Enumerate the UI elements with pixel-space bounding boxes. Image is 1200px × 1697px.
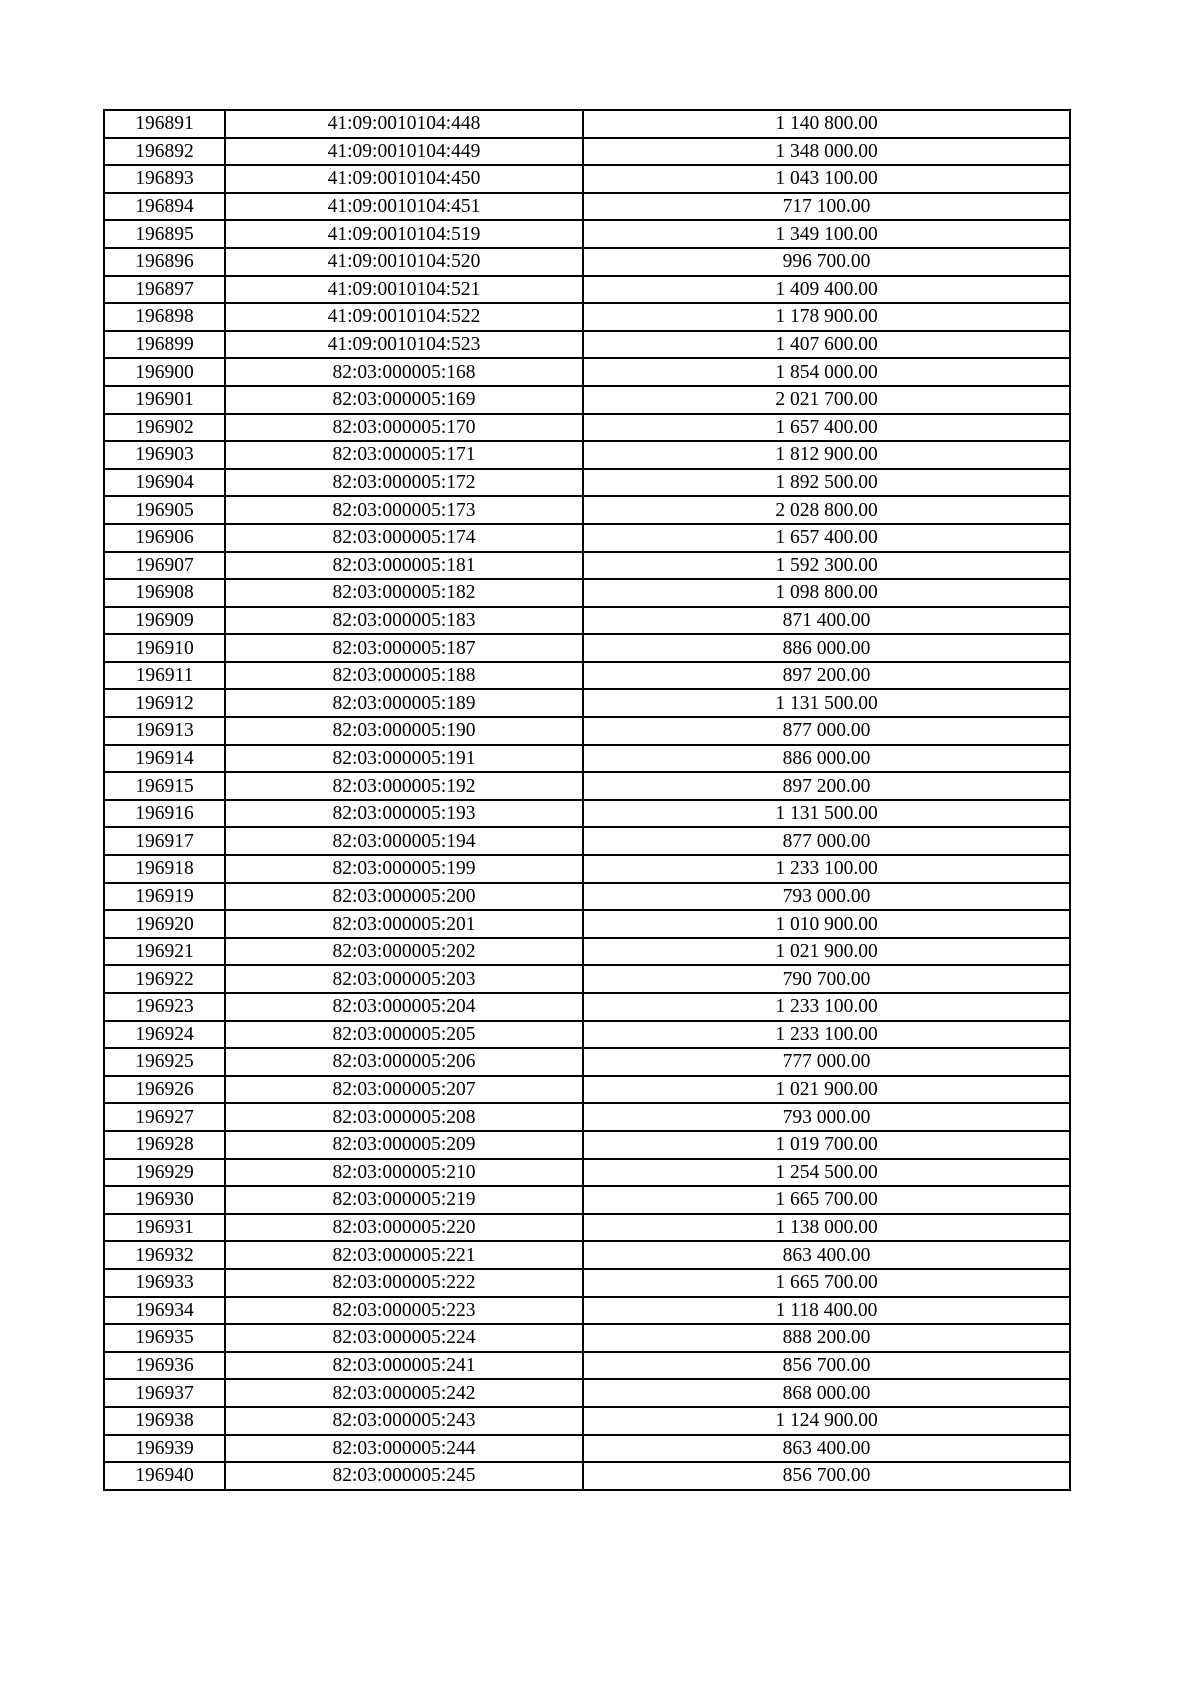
table-row (104, 662, 1070, 690)
row-number-cell: 196907 (104, 552, 225, 580)
cadastral-value-cell: 897 200.00 (583, 772, 1070, 800)
cadastral-value-cell: 856 700.00 (583, 1352, 1070, 1380)
row-number-cell: 196929 (104, 1159, 225, 1187)
cadastral-number-cell: 41:09:0010104:449 (225, 138, 583, 166)
row-number-cell: 196911 (104, 662, 225, 690)
table-row (104, 414, 1070, 442)
cadastral-number-cell: 82:03:000005:199 (225, 855, 583, 883)
row-number-cell: 196926 (104, 1076, 225, 1104)
row-number-cell: 196913 (104, 717, 225, 745)
cadastral-number-cell: 41:09:0010104:522 (225, 303, 583, 331)
row-number-cell: 196896 (104, 248, 225, 276)
cadastral-value-cell: 886 000.00 (583, 745, 1070, 773)
row-number-cell: 196923 (104, 993, 225, 1021)
row-number-cell: 196891 (104, 110, 225, 138)
cadastral-number-cell: 82:03:000005:241 (225, 1352, 583, 1380)
row-number-cell: 196936 (104, 1352, 225, 1380)
table-row (104, 496, 1070, 524)
cadastral-number-cell: 82:03:000005:245 (225, 1462, 583, 1490)
cadastral-value-cell: 790 700.00 (583, 965, 1070, 993)
cadastral-number-cell: 41:09:0010104:521 (225, 276, 583, 304)
row-number-cell: 196931 (104, 1214, 225, 1242)
table-row (104, 938, 1070, 966)
cadastral-number-cell: 82:03:000005:191 (225, 745, 583, 773)
row-number-cell: 196910 (104, 634, 225, 662)
cadastral-value-cell: 1 409 400.00 (583, 276, 1070, 304)
cadastral-number-cell: 82:03:000005:203 (225, 965, 583, 993)
cadastral-value-cell: 1 021 900.00 (583, 1076, 1070, 1104)
row-number-cell: 196897 (104, 276, 225, 304)
cadastral-value-cell: 717 100.00 (583, 193, 1070, 221)
cadastral-value-cell: 1 349 100.00 (583, 220, 1070, 248)
row-number-cell: 196930 (104, 1186, 225, 1214)
table-row (104, 772, 1070, 800)
table-row (104, 441, 1070, 469)
cadastral-value-cell: 1 854 000.00 (583, 358, 1070, 386)
table-row (104, 358, 1070, 386)
row-number-cell: 196925 (104, 1048, 225, 1076)
cadastral-value-cell: 1 118 400.00 (583, 1297, 1070, 1325)
table-row (104, 303, 1070, 331)
cadastral-value-cell: 1 233 100.00 (583, 1021, 1070, 1049)
table-row (104, 1076, 1070, 1104)
table-row (104, 386, 1070, 414)
table-row (104, 1048, 1070, 1076)
table-row (104, 1407, 1070, 1435)
row-number-cell: 196900 (104, 358, 225, 386)
cadastral-number-cell: 82:03:000005:189 (225, 689, 583, 717)
cadastral-number-cell: 82:03:000005:201 (225, 910, 583, 938)
row-number-cell: 196915 (104, 772, 225, 800)
cadastral-number-cell: 82:03:000005:171 (225, 441, 583, 469)
cadastral-number-cell: 82:03:000005:202 (225, 938, 583, 966)
cadastral-number-cell: 82:03:000005:190 (225, 717, 583, 745)
cadastral-number-cell: 82:03:000005:210 (225, 1159, 583, 1187)
cadastral-value-cell: 1 233 100.00 (583, 993, 1070, 1021)
table-row (104, 138, 1070, 166)
row-number-cell: 196933 (104, 1269, 225, 1297)
row-number-cell: 196914 (104, 745, 225, 773)
table-row (104, 248, 1070, 276)
row-number-cell: 196903 (104, 441, 225, 469)
cadastral-value-cell: 1 140 800.00 (583, 110, 1070, 138)
row-number-cell: 196916 (104, 800, 225, 828)
cadastral-number-cell: 82:03:000005:221 (225, 1241, 583, 1269)
table-row (104, 331, 1070, 359)
cadastral-number-cell: 41:09:0010104:523 (225, 331, 583, 359)
table-row (104, 1186, 1070, 1214)
cadastral-value-cell: 2 028 800.00 (583, 496, 1070, 524)
cadastral-value-cell: 1 665 700.00 (583, 1269, 1070, 1297)
row-number-cell: 196902 (104, 414, 225, 442)
table-row (104, 1462, 1070, 1490)
cadastral-value-cell: 996 700.00 (583, 248, 1070, 276)
cadastral-number-cell: 82:03:000005:205 (225, 1021, 583, 1049)
row-number-cell: 196899 (104, 331, 225, 359)
cadastral-number-cell: 82:03:000005:181 (225, 552, 583, 580)
cadastral-number-cell: 82:03:000005:219 (225, 1186, 583, 1214)
row-number-cell: 196939 (104, 1435, 225, 1463)
cadastral-value-cell: 1 131 500.00 (583, 689, 1070, 717)
row-number-cell: 196934 (104, 1297, 225, 1325)
cadastral-number-cell: 82:03:000005:188 (225, 662, 583, 690)
cadastral-value-cell: 1 178 900.00 (583, 303, 1070, 331)
cadastral-number-cell: 82:03:000005:194 (225, 827, 583, 855)
cadastral-number-cell: 82:03:000005:208 (225, 1103, 583, 1131)
table-row (104, 910, 1070, 938)
table-row (104, 469, 1070, 497)
row-number-cell: 196893 (104, 165, 225, 193)
cadastral-value-cell: 863 400.00 (583, 1435, 1070, 1463)
cadastral-number-cell: 82:03:000005:168 (225, 358, 583, 386)
table-row (104, 1021, 1070, 1049)
row-number-cell: 196908 (104, 579, 225, 607)
table-row (104, 1379, 1070, 1407)
table-row (104, 634, 1070, 662)
row-number-cell: 196938 (104, 1407, 225, 1435)
table-row (104, 993, 1070, 1021)
table-row (104, 883, 1070, 911)
cadastral-number-cell: 41:09:0010104:451 (225, 193, 583, 221)
cadastral-number-cell: 41:09:0010104:448 (225, 110, 583, 138)
cadastral-number-cell: 82:03:000005:172 (225, 469, 583, 497)
cadastral-value-table (103, 109, 1071, 1491)
row-number-cell: 196940 (104, 1462, 225, 1490)
cadastral-value-cell: 871 400.00 (583, 607, 1070, 635)
table-row (104, 524, 1070, 552)
cadastral-value-cell: 2 021 700.00 (583, 386, 1070, 414)
cadastral-number-cell: 82:03:000005:224 (225, 1324, 583, 1352)
cadastral-value-cell: 1 665 700.00 (583, 1186, 1070, 1214)
row-number-cell: 196905 (104, 496, 225, 524)
table-row (104, 1159, 1070, 1187)
cadastral-value-cell: 868 000.00 (583, 1379, 1070, 1407)
cadastral-number-cell: 82:03:000005:170 (225, 414, 583, 442)
cadastral-number-cell: 82:03:000005:183 (225, 607, 583, 635)
cadastral-value-cell: 1 812 900.00 (583, 441, 1070, 469)
cadastral-number-cell: 82:03:000005:173 (225, 496, 583, 524)
cadastral-value-cell: 863 400.00 (583, 1241, 1070, 1269)
row-number-cell: 196892 (104, 138, 225, 166)
cadastral-value-cell: 897 200.00 (583, 662, 1070, 690)
cadastral-value-cell: 1 131 500.00 (583, 800, 1070, 828)
cadastral-number-cell: 82:03:000005:192 (225, 772, 583, 800)
table-row (104, 717, 1070, 745)
cadastral-number-cell: 82:03:000005:204 (225, 993, 583, 1021)
cadastral-number-cell: 82:03:000005:206 (225, 1048, 583, 1076)
cadastral-value-cell: 1 098 800.00 (583, 579, 1070, 607)
cadastral-number-cell: 41:09:0010104:519 (225, 220, 583, 248)
cadastral-value-cell: 1 233 100.00 (583, 855, 1070, 883)
row-number-cell: 196935 (104, 1324, 225, 1352)
table-row (104, 276, 1070, 304)
row-number-cell: 196917 (104, 827, 225, 855)
cadastral-value-cell: 1 348 000.00 (583, 138, 1070, 166)
cadastral-value-cell: 1 021 900.00 (583, 938, 1070, 966)
row-number-cell: 196918 (104, 855, 225, 883)
table-row (104, 1214, 1070, 1242)
row-number-cell: 196904 (104, 469, 225, 497)
cadastral-number-cell: 82:03:000005:193 (225, 800, 583, 828)
table-row (104, 1297, 1070, 1325)
table-row (104, 110, 1070, 138)
row-number-cell: 196906 (104, 524, 225, 552)
table-row (104, 689, 1070, 717)
table-row (104, 1435, 1070, 1463)
cadastral-value-cell: 877 000.00 (583, 827, 1070, 855)
cadastral-value-cell: 1 019 700.00 (583, 1131, 1070, 1159)
cadastral-value-cell: 1 010 900.00 (583, 910, 1070, 938)
cadastral-number-cell: 82:03:000005:200 (225, 883, 583, 911)
cadastral-value-cell: 888 200.00 (583, 1324, 1070, 1352)
table-row (104, 1241, 1070, 1269)
table-row (104, 800, 1070, 828)
cadastral-number-cell: 82:03:000005:169 (225, 386, 583, 414)
cadastral-number-cell: 82:03:000005:207 (225, 1076, 583, 1104)
row-number-cell: 196921 (104, 938, 225, 966)
cadastral-number-cell: 82:03:000005:187 (225, 634, 583, 662)
table-row (104, 607, 1070, 635)
cadastral-number-cell: 82:03:000005:242 (225, 1379, 583, 1407)
table-row (104, 1352, 1070, 1380)
table-row (104, 552, 1070, 580)
row-number-cell: 196937 (104, 1379, 225, 1407)
row-number-cell: 196895 (104, 220, 225, 248)
table-row (104, 193, 1070, 221)
row-number-cell: 196932 (104, 1241, 225, 1269)
table-row (104, 1103, 1070, 1131)
cadastral-value-cell: 777 000.00 (583, 1048, 1070, 1076)
table-row (104, 827, 1070, 855)
table-row (104, 965, 1070, 993)
row-number-cell: 196928 (104, 1131, 225, 1159)
cadastral-value-cell: 1 657 400.00 (583, 414, 1070, 442)
cadastral-value-cell: 793 000.00 (583, 883, 1070, 911)
cadastral-value-cell: 1 657 400.00 (583, 524, 1070, 552)
cadastral-value-cell: 1 138 000.00 (583, 1214, 1070, 1242)
row-number-cell: 196901 (104, 386, 225, 414)
row-number-cell: 196927 (104, 1103, 225, 1131)
cadastral-value-cell: 1 124 900.00 (583, 1407, 1070, 1435)
row-number-cell: 196924 (104, 1021, 225, 1049)
cadastral-number-cell: 82:03:000005:220 (225, 1214, 583, 1242)
cadastral-number-cell: 41:09:0010104:450 (225, 165, 583, 193)
cadastral-number-cell: 82:03:000005:182 (225, 579, 583, 607)
table-row (104, 579, 1070, 607)
cadastral-number-cell: 82:03:000005:209 (225, 1131, 583, 1159)
table-row (104, 745, 1070, 773)
table-row (104, 1324, 1070, 1352)
row-number-cell: 196920 (104, 910, 225, 938)
cadastral-value-cell: 1 043 100.00 (583, 165, 1070, 193)
cadastral-value-cell: 793 000.00 (583, 1103, 1070, 1131)
cadastral-value-cell: 856 700.00 (583, 1462, 1070, 1490)
cadastral-number-cell: 82:03:000005:174 (225, 524, 583, 552)
cadastral-number-cell: 82:03:000005:243 (225, 1407, 583, 1435)
table-row (104, 165, 1070, 193)
cadastral-value-cell: 877 000.00 (583, 717, 1070, 745)
cadastral-value-cell: 1 892 500.00 (583, 469, 1070, 497)
row-number-cell: 196894 (104, 193, 225, 221)
cadastral-value-cell: 1 592 300.00 (583, 552, 1070, 580)
cadastral-value-cell: 1 254 500.00 (583, 1159, 1070, 1187)
row-number-cell: 196909 (104, 607, 225, 635)
cadastral-value-cell: 886 000.00 (583, 634, 1070, 662)
cadastral-value-cell: 1 407 600.00 (583, 331, 1070, 359)
row-number-cell: 196922 (104, 965, 225, 993)
table-row (104, 1131, 1070, 1159)
table-body (104, 110, 1070, 1490)
row-number-cell: 196919 (104, 883, 225, 911)
table-row (104, 855, 1070, 883)
row-number-cell: 196912 (104, 689, 225, 717)
row-number-cell: 196898 (104, 303, 225, 331)
cadastral-number-cell: 82:03:000005:222 (225, 1269, 583, 1297)
cadastral-number-cell: 41:09:0010104:520 (225, 248, 583, 276)
table-row (104, 220, 1070, 248)
cadastral-number-cell: 82:03:000005:223 (225, 1297, 583, 1325)
table-row (104, 1269, 1070, 1297)
cadastral-number-cell: 82:03:000005:244 (225, 1435, 583, 1463)
